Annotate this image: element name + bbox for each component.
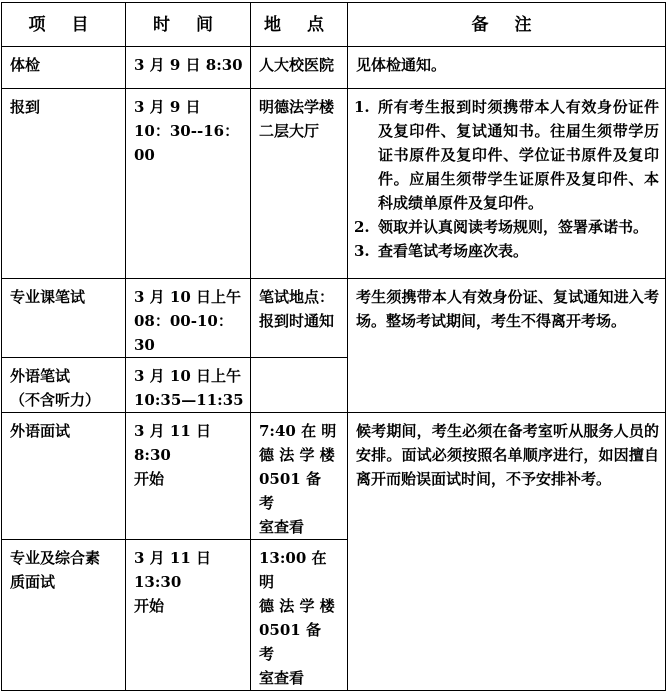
time-line: 08：00-10：30 bbox=[134, 312, 233, 354]
list-text: 领取并认真阅读考场规则，签署承诺书。 bbox=[378, 218, 649, 236]
time-line: 10：30--16：00 bbox=[134, 122, 240, 164]
place-line: 德 法 学 楼 bbox=[259, 446, 335, 464]
place-line: 德 法 学 楼 bbox=[259, 597, 335, 615]
time-cell bbox=[126, 89, 251, 279]
time-cell bbox=[126, 358, 251, 413]
header-note: 备 注 bbox=[348, 3, 666, 47]
time-cell bbox=[126, 279, 251, 358]
table-row bbox=[2, 47, 666, 89]
list-item bbox=[354, 215, 659, 239]
time-line: 10:35—11:35 bbox=[134, 391, 244, 409]
table-row bbox=[2, 413, 666, 540]
time-cell bbox=[126, 540, 251, 691]
item-cell: 体检 bbox=[2, 47, 126, 89]
time-line: 开始 bbox=[134, 470, 165, 488]
time-cell: 3 月 9 日 8:30 bbox=[126, 47, 251, 89]
place-cell bbox=[251, 358, 348, 413]
time-line: 3 月 11 日 13:30 bbox=[134, 549, 211, 591]
schedule-table bbox=[1, 2, 666, 691]
place-cell bbox=[251, 413, 348, 540]
place-line: 室查看 bbox=[259, 518, 305, 536]
place-line: 0501 备 考 bbox=[259, 470, 321, 512]
item-cell: 外语面试 bbox=[2, 413, 126, 540]
list-text: 查看笔试考场座次表。 bbox=[378, 242, 529, 260]
note-cell: 见体检通知。 bbox=[348, 47, 666, 89]
item-line: 质面试 bbox=[10, 573, 56, 591]
header-place: 地 点 bbox=[251, 3, 348, 47]
list-number: 2. bbox=[354, 218, 370, 236]
place-line: 13:00 在 明 bbox=[259, 549, 327, 591]
list-number: 1. bbox=[354, 98, 370, 116]
place-cell bbox=[251, 89, 348, 279]
place-cell bbox=[251, 279, 348, 358]
item-line: 外语笔试 bbox=[10, 367, 71, 385]
header-item: 项 目 bbox=[2, 3, 126, 47]
place-line: 二层大厅 bbox=[259, 122, 320, 140]
item-cell: 报到 bbox=[2, 89, 126, 279]
note-cell bbox=[348, 89, 666, 279]
time-line: 3 月 10 日上午 bbox=[134, 288, 241, 306]
place-line: 笔试地点： bbox=[259, 288, 335, 306]
header-row bbox=[2, 3, 666, 47]
place-line: 7:40 在 明 bbox=[259, 422, 337, 440]
table-row bbox=[2, 89, 666, 279]
note-cell: 考生须携带本人有效身份证、复试通知进入考场。整场考试期间，考生不得离开考场。 bbox=[348, 279, 666, 413]
time-line: 3 月 10 日上午 bbox=[134, 367, 241, 385]
item-cell bbox=[2, 358, 126, 413]
place-cell bbox=[251, 540, 348, 691]
list-text: 所有考生报到时须携带本人有效身份证件及复印件、复试通知书。往届生须带学历证书原件及复印件、学位证书原件及复印件。应届生须带学生证原件及复印件、本科成绩单原件及复印件。 bbox=[378, 98, 659, 212]
item-line: 专业及综合素 bbox=[10, 549, 101, 567]
note-cell: 候考期间，考生必须在备考室听从服务人员的安排。面试必须按照名单顺序进行，如因擅自离开而贻误面试时间，不予安排补考。 bbox=[348, 413, 666, 691]
item-cell bbox=[2, 540, 126, 691]
header-time: 时 间 bbox=[126, 3, 251, 47]
place-cell: 人大校医院 bbox=[251, 47, 348, 89]
list-item bbox=[354, 95, 659, 215]
place-line: 报到时通知 bbox=[259, 312, 335, 330]
place-line: 0501 备 考 bbox=[259, 621, 321, 663]
list-item bbox=[354, 239, 659, 263]
time-line: 3 月 9 日 bbox=[134, 98, 201, 116]
item-line: （不含听力） bbox=[10, 391, 101, 409]
table-row bbox=[2, 279, 666, 358]
time-cell bbox=[126, 413, 251, 540]
place-line: 室查看 bbox=[259, 669, 305, 687]
time-line: 3 月 11 日 8:30 bbox=[134, 422, 211, 464]
time-line: 开始 bbox=[134, 597, 165, 615]
note-list bbox=[354, 95, 659, 263]
list-number: 3. bbox=[354, 242, 370, 260]
item-cell: 专业课笔试 bbox=[2, 279, 126, 358]
place-line: 明德法学楼 bbox=[259, 98, 335, 116]
